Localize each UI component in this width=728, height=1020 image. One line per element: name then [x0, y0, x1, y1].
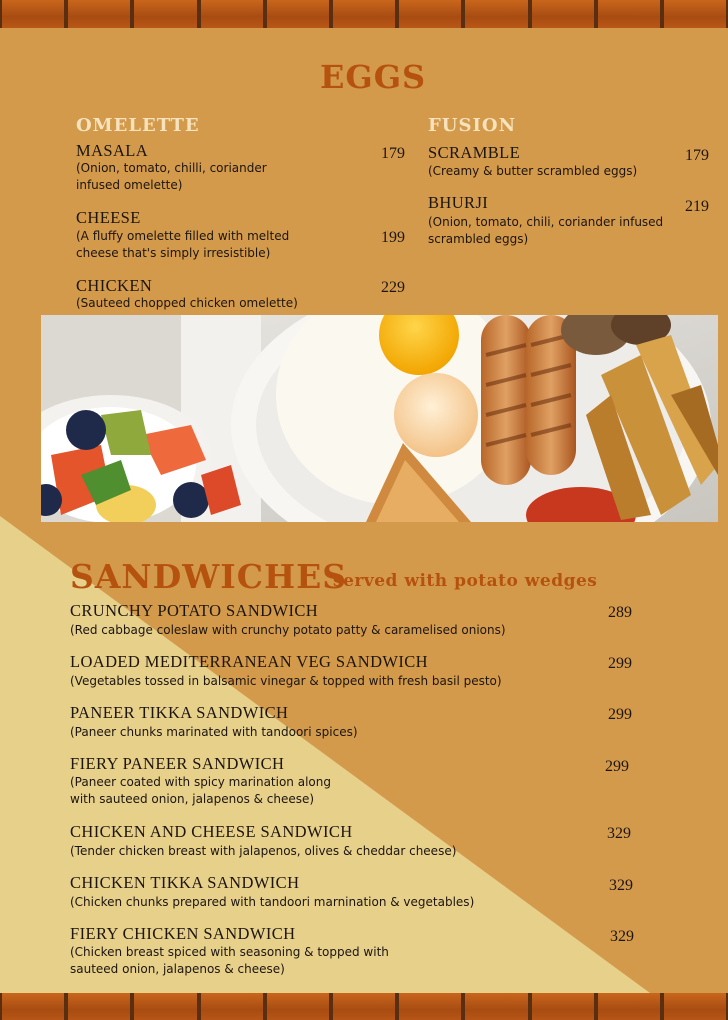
- menu-item-desc: infused omelette): [76, 178, 183, 192]
- menu-item-price: 329: [607, 825, 631, 842]
- menu-item-name: SCRAMBLE: [428, 143, 521, 162]
- menu-item-desc: (Red cabbage coleslaw with crunchy potato patty & caramelised onions): [70, 623, 506, 637]
- menu-item-price: 289: [608, 604, 632, 621]
- menu-item-desc: scrambled eggs): [428, 232, 529, 246]
- menu-item-name: BHURJI: [428, 193, 489, 212]
- menu-item-desc: (Onion, tomato, chilli, coriander: [76, 161, 267, 175]
- bottom-border: [0, 993, 728, 1020]
- breakfast-photo: [41, 315, 718, 522]
- menu-item-name: PANEER TIKKA SANDWICH: [70, 703, 289, 722]
- menu-item-name: CHICKEN AND CHEESE SANDWICH: [70, 822, 353, 841]
- menu-item-desc: (Sauteed chopped chicken omelette): [76, 296, 298, 310]
- menu-item-desc: (Creamy & butter scrambled eggs): [428, 164, 638, 178]
- menu-item-price: 299: [605, 758, 629, 775]
- menu-item-price: 179: [685, 147, 709, 164]
- menu-item-desc: (Tender chicken breast with jalapenos, olives & cheddar cheese): [70, 844, 457, 858]
- top-border: [0, 0, 728, 28]
- menu-item-name: FIERY CHICKEN SANDWICH: [70, 924, 296, 943]
- menu-item-name: CRUNCHY POTATO SANDWICH: [70, 601, 319, 620]
- menu-item-desc: (Onion, tomato, chili, coriander infused: [428, 215, 664, 229]
- sandwiches-subtitle: served with potato wedges: [333, 571, 598, 591]
- menu-item-desc: with sauteed onion, jalapenos & cheese): [70, 792, 315, 806]
- menu-item-desc: (Paneer coated with spicy marination along: [70, 775, 331, 789]
- eggs-title: EGGS: [320, 58, 427, 96]
- menu-item-name: CHICKEN: [76, 276, 153, 295]
- menu-item-price: 199: [381, 229, 405, 246]
- menu-item-price: 299: [608, 706, 632, 723]
- sandwiches-title: SANDWICHES: [70, 557, 348, 596]
- menu-item-price: 299: [608, 655, 632, 672]
- menu-item-desc: cheese that's simply irresistible): [76, 246, 271, 260]
- menu-item-price: 329: [610, 928, 634, 945]
- omelette-heading: OMELETTE: [76, 115, 200, 136]
- menu-item-price: 229: [381, 279, 405, 296]
- menu-item-price: 219: [685, 198, 709, 215]
- menu-item-desc: (A fluffy omelette filled with melted: [76, 229, 290, 243]
- menu-item-name: LOADED MEDITERRANEAN VEG SANDWICH: [70, 652, 428, 671]
- fusion-heading: FUSION: [428, 115, 517, 136]
- menu-item-name: MASALA: [76, 141, 149, 160]
- menu-item-desc: sauteed onion, jalapenos & cheese): [70, 962, 285, 976]
- menu-item-name: FIERY PANEER SANDWICH: [70, 754, 285, 773]
- menu-item-desc: (Vegetables tossed in balsamic vinegar & topped with fresh basil pesto): [70, 674, 502, 688]
- menu-item-name: CHICKEN TIKKA SANDWICH: [70, 873, 300, 892]
- menu-item-desc: (Paneer chunks marinated with tandoori spices): [70, 725, 358, 739]
- menu-item-price: 329: [609, 877, 633, 894]
- menu-item-price: 179: [381, 145, 405, 162]
- menu-item-name: CHEESE: [76, 208, 141, 227]
- menu-item-desc: (Chicken chunks prepared with tandoori marnination & vegetables): [70, 895, 475, 909]
- menu-item-desc: (Chicken breast spiced with seasoning & topped with: [70, 945, 389, 959]
